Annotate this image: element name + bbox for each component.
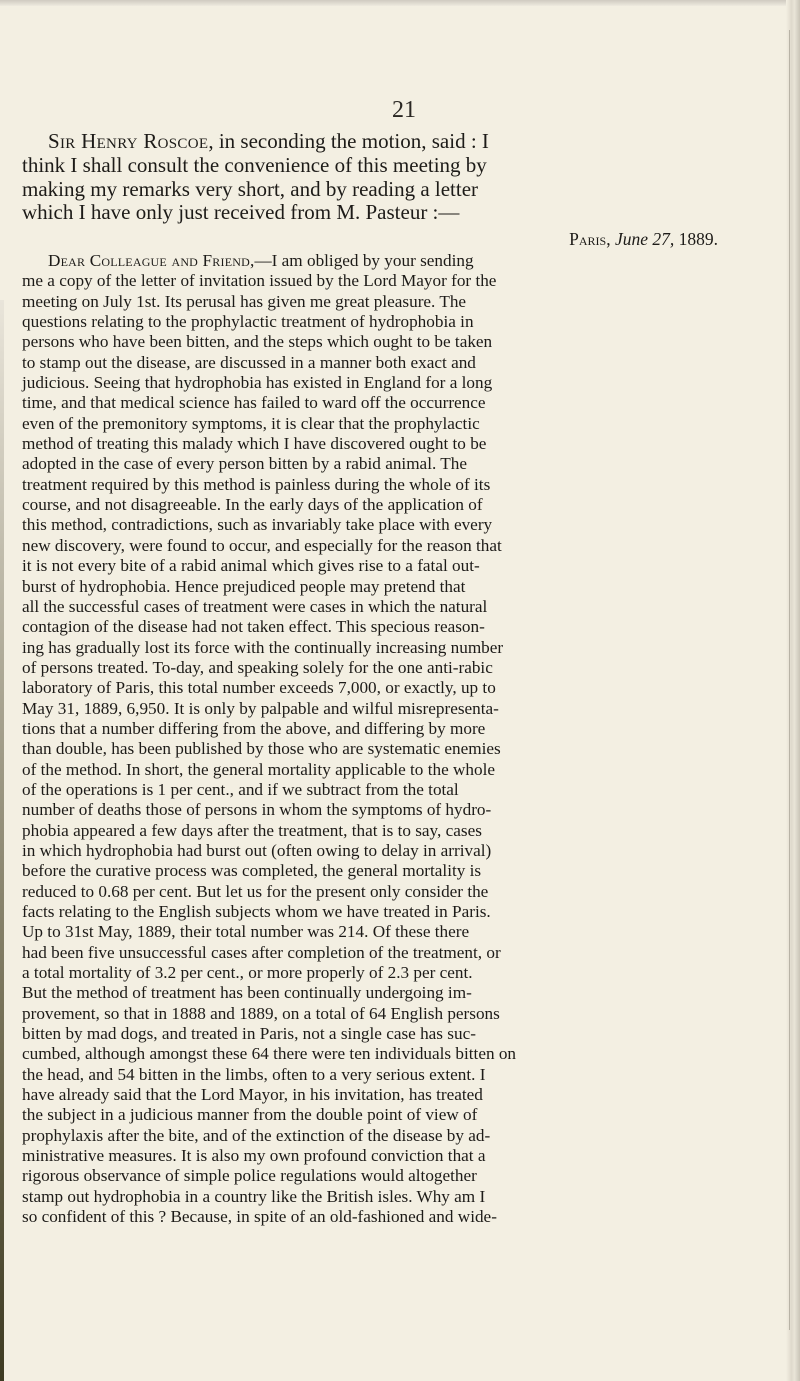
letter-line: phobia appeared a few days after the treatment, that is to say, cases — [22, 820, 482, 840]
letter-line: the subject in a judicious manner from the double point of view of — [22, 1105, 478, 1125]
intro-line: think I shall consult the convenience of this meeting by — [22, 152, 487, 177]
letter-line: laboratory of Paris, this total number exceeds 7,000, or exactly, up to — [22, 678, 496, 698]
letter-line: rigorous observance of simple police regulations would altogether — [22, 1166, 477, 1186]
letter-line: the head, and 54 bitten in the limbs, often to a very serious extent. I — [22, 1064, 486, 1084]
speaker-name: Sir Henry Roscoe — [48, 129, 209, 153]
letter-line: this method, contradictions, such as invariably take place with every — [22, 515, 493, 535]
letter-line: to stamp out the disease, are discussed in a manner both exact and — [22, 352, 476, 372]
letter-line: new discovery, were found to occur, and especially for the reason that — [22, 535, 502, 555]
intro-line: making my remarks very short, and by reading a letter — [22, 176, 479, 201]
page-number: 21 — [392, 97, 416, 123]
letter-line: facts relating to the English subjects whom we have treated in Paris. — [22, 902, 491, 921]
letter-line: contagion of the disease had not taken effect. This specious reason- — [22, 617, 485, 637]
letter-line: persons who have been bitten, and the steps which ought to be taken — [22, 332, 493, 352]
letter-line: of persons treated. To-day, and speaking solely for the one anti-rabic — [22, 657, 493, 677]
page-top-edge — [0, 0, 800, 6]
letter-line: of the method. In short, the general mortality applicable to the whole — [22, 759, 495, 779]
letter-line: have already said that the Lord Mayor, in his invitation, has treated — [22, 1085, 483, 1105]
letter-salutation: Dear Colleague and Friend, — [48, 251, 255, 270]
letter-line: than double, has been published by those who are systematic enemies — [22, 739, 501, 759]
intro-line: Sir Henry Roscoe, in seconding the motion, said : I — [48, 129, 489, 153]
letter-line: of the operations is 1 per cent., and if we subtract from the total — [22, 779, 459, 799]
letter-body — [22, 251, 778, 1228]
letter-line: tions that a number differing from the above, and differing by more — [22, 718, 486, 738]
letter-line: judicious. Seeing that hydrophobia has existed in England for a long — [22, 373, 493, 393]
letter-line: bitten by mad dogs, and treated in Paris, not a single case has suc- — [22, 1024, 476, 1044]
letter-line: treatment required by this method is painless during the whole of its — [22, 474, 491, 494]
letter-line: But the method of treatment has been continually undergoing im- — [22, 983, 472, 1003]
page-edge-line — [789, 30, 790, 1330]
letter-line: Dear Colleague and Friend,—I am obliged by your sending — [48, 251, 474, 270]
letter-line: reduced to 0.68 per cent. But let us for the present only consider the — [22, 881, 489, 901]
letter-line: course, and not disagreeable. In the early days of the application of — [22, 495, 483, 515]
letter-line: provement, so that in 1888 and 1889, on a total of 64 English persons — [22, 1003, 500, 1023]
letter-line: burst of hydrophobia. Hence prejudiced people may pretend that — [22, 576, 466, 596]
letter-line: meeting on July 1st. Its perusal has given me great pleasure. The — [22, 291, 467, 311]
letter-line: May 31, 1889, 6,950. It is only by palpable and wilful misrepresenta- — [22, 698, 499, 718]
letter-line: all the successful cases of treatment were cases in which the natural — [22, 596, 488, 616]
letter-line: me a copy of the letter of invitation issued by the Lord Mayor for the — [22, 271, 497, 291]
letter-line: number of deaths those of persons in whom the symptoms of hydro- — [22, 800, 492, 820]
intro-paragraph — [22, 130, 778, 225]
letter-line: stamp out hydrophobia in a country like the British isles. Why am I — [22, 1186, 486, 1206]
letter-line: even of the premonitory symptoms, it is clear that the prophylactic — [22, 413, 480, 433]
letter-line: had been five unsuccessful cases after completion of the treatment, or — [22, 942, 501, 962]
letter-line: so confident of this ? Because, in spite of an old-fashioned and wide- — [22, 1207, 497, 1227]
letter-line: ing has gradually lost its force with the continually increasing number — [22, 637, 504, 657]
letter-line: questions relating to the prophylactic treatment of hydrophobia in — [22, 312, 474, 332]
binding-strip — [0, 300, 4, 1381]
dateline-place: Paris — [569, 229, 607, 249]
letter-line: in which hydrophobia had burst out (often owing to delay in arrival) — [22, 840, 492, 860]
intro-line: which I have only just received from M. Pasteur :— — [22, 200, 460, 225]
letter-line: method of treating this malady which I have discovered ought to be — [22, 434, 487, 454]
dateline-year: 1889. — [678, 229, 718, 249]
letter-line: prophylaxis after the bite, and of the extinction of the disease by ad- — [22, 1125, 491, 1145]
letter-line: ministrative measures. It is also my own profound conviction that a — [22, 1146, 486, 1166]
dateline-date: June 27, — [614, 229, 675, 249]
letter-line: time, and that medical science has failed to ward off the occurrence — [22, 393, 486, 413]
letter-line: cumbed, although amongst these 64 there were ten individuals bitten on — [22, 1044, 517, 1064]
letter-line: Up to 31st May, 1889, their total number was 214. Of these there — [22, 922, 470, 942]
letter-line: it is not every bite of a rabid animal which gives rise to a fatal out- — [22, 556, 480, 576]
letter-line: a total mortality of 3.2 per cent., or more properly of 2.3 per cent. — [22, 963, 473, 983]
letter-line: adopted in the case of every person bitten by a rabid animal. The — [22, 454, 467, 474]
letter-line: before the curative process was completed, the general mortality is — [22, 861, 482, 881]
letter-dateline: Paris, June 27, 1889. — [569, 229, 718, 249]
